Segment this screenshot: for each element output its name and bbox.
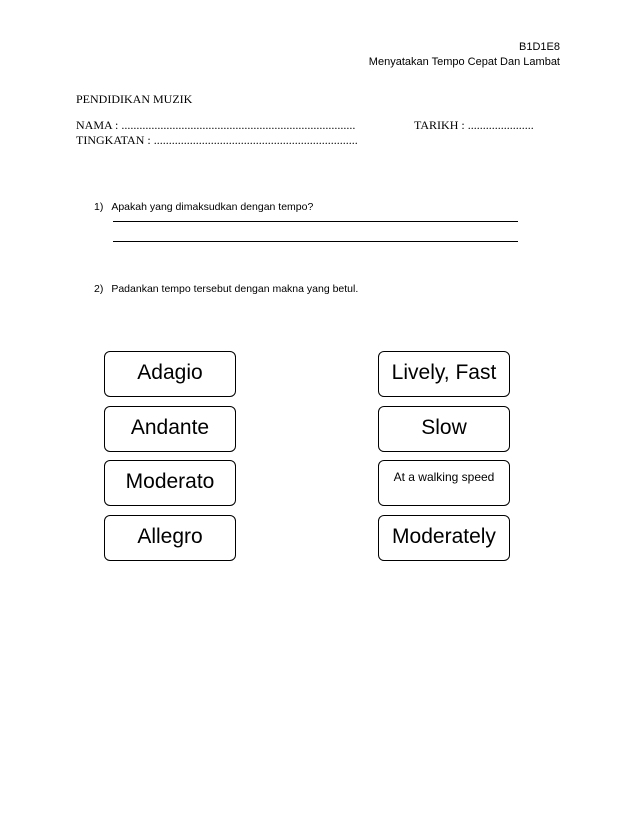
tarikh-field: TARIKH : ...................... [414, 118, 534, 132]
question-2 [94, 283, 358, 295]
tempo-box-andante: Andante [104, 406, 236, 452]
question-1 [94, 201, 313, 213]
document-code: B1D1E8 [519, 41, 560, 53]
question-text: Padankan tempo tersebut dengan makna yang betul. [111, 283, 359, 295]
answer-line [113, 221, 518, 222]
meaning-box-walking-speed: At a walking speed [378, 460, 510, 506]
question-number: 2) [94, 283, 104, 295]
subject-title: PENDIDIKAN MUZIK [76, 92, 193, 106]
tingkatan-field: TINGKATAN : .................................................................... [76, 133, 358, 147]
answer-line [113, 241, 518, 242]
meaning-box-lively-fast: Lively, Fast [378, 351, 510, 397]
tempo-box-adagio: Adagio [104, 351, 236, 397]
document-subtitle: Menyatakan Tempo Cepat Dan Lambat [368, 56, 560, 68]
meaning-box-slow: Slow [378, 406, 510, 452]
nama-field: NAMA : .............................................................................. [76, 118, 356, 132]
tempo-box-moderato: Moderato [104, 460, 236, 506]
question-text: Apakah yang dimaksudkan dengan tempo? [111, 201, 314, 213]
question-number: 1) [94, 201, 104, 213]
meaning-box-moderately: Moderately [378, 515, 510, 561]
tempo-box-allegro: Allegro [104, 515, 236, 561]
